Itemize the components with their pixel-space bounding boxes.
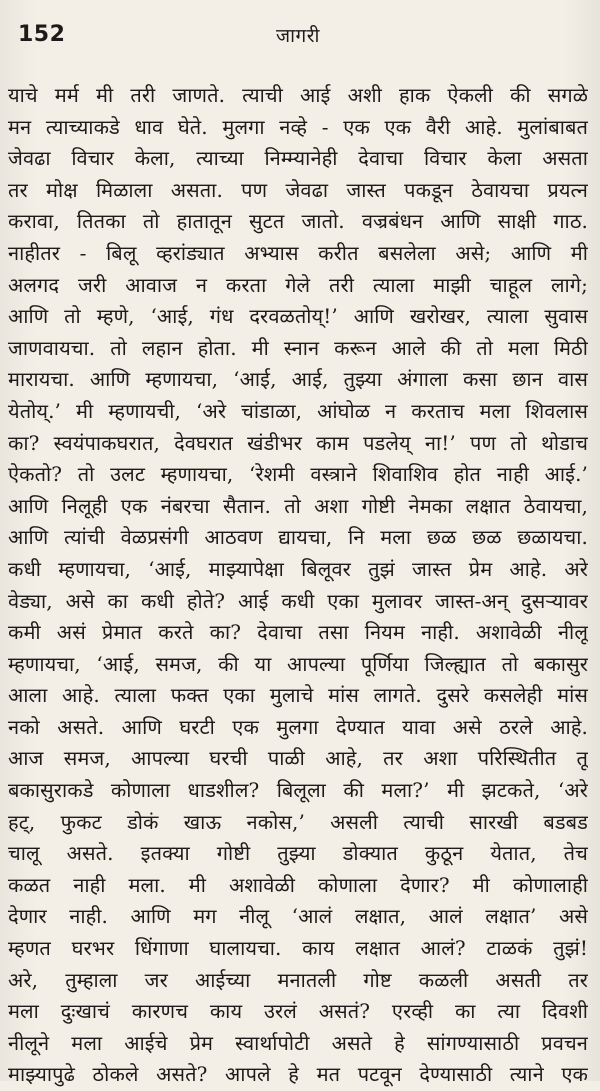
text-line: वेड्या, असे का कधी होते? आई कधी एका मुलावर जास्त-अन् दुसऱ्यावर	[8, 588, 588, 613]
running-head-title: जागरी	[276, 25, 320, 47]
text-line: म्हणत घरभर धिंगाणा घालायचा. काय लक्षात आलं? टाळकं तुझं!	[8, 936, 588, 961]
text-line: मन त्याच्याकडे धाव घेते. मुलगा नव्हे - एक एक वैरी आहे. मुलांबाबत	[8, 114, 588, 139]
text-line: आज समज, आपल्या घरची पाळी आहे, तर अशा परिस्थितीत तू	[8, 746, 588, 771]
text-line: आणि तो म्हणे, ‘आई, गंध दरवळतोय्!’ आणि खरोखर, त्याला सुवास	[8, 304, 588, 329]
text-line: अरे, तुम्हाला जर आईच्या मनातली गोष्ट कळली असती तर	[8, 967, 588, 992]
text-line: आणि निलूही एक नंबरचा सैतान. तो अशा गोष्टी नेमका लक्षात ठेवायचा,	[8, 493, 588, 518]
text-line: मारायचा. आणि म्हणायचा, ‘आई, आई, तुझ्या अंगाला कसा छान वास	[8, 367, 588, 392]
text-line: कमी असं प्रेमात करते का? देवाचा तसा नियम नाही. अशावेळी नीलू	[8, 620, 588, 645]
text-line: कळत नाही मला. मी अशावेळी कोणाला देणार? मी कोणालाही	[8, 872, 588, 897]
text-line: अलगद जरी आवाज न करता गेले तरी त्याला माझी चाहूल लागे;	[8, 272, 588, 297]
text-line: नाहीतर - बिलू व्हरांड्यात अभ्यास करीत बसलेला असे; आणि मी	[8, 240, 588, 265]
text-line: हट्, फुकट डोकं खाऊ नकोस,’ असली त्याची सारखी बडबड	[8, 809, 588, 834]
text-line: जेवढा विचार केला, त्याच्या निम्म्यानेही देवाचा विचार केला असता	[8, 146, 588, 171]
text-line: तर मोक्ष मिळाला असता. पण जेवढा जास्त पकडून ठेवायचा प्रयत्न	[8, 177, 588, 202]
text-line: देणार नाही. आणि मग नीलू ‘आलं लक्षात, आलं लक्षात’ असे	[8, 904, 588, 929]
page-header	[8, 0, 588, 62]
text-line: जाणवायचा. तो लहान होता. मी स्नान करून आले की तो मला मिठी	[8, 335, 588, 360]
text-line: चालू असते. इतक्या गोष्टी तुझ्या डोक्यात कुठून येतात, तेच	[8, 841, 588, 866]
text-line: करावा, तितका तो हातातून सुटत जातो. वज्रबंधन आणि साक्षी गाठ.	[8, 209, 588, 234]
text-line: ऐकतो? तो उलट म्हणायचा, ‘रेशमी वस्त्राने शिवाशिव होत नाही आई.’	[8, 462, 588, 487]
text-line: मला दुःखाचं कारणच काय उरलं असतं? एरव्ही का त्या दिवशी	[8, 999, 588, 1024]
text-line: बकासुराकडे कोणाला धाडशील? बिलूला की मला?’ मी झटकते, ‘अरे	[8, 778, 588, 803]
text-line: नको असते. आणि घरटी एक मुलगा देण्यात यावा असे ठरले आहे.	[8, 714, 588, 739]
text-line: माझ्यापुढे ठोकले असते? आपले हे मत पटवून देण्यासाठी त्याने एक	[8, 1062, 588, 1087]
text-line: नीलूने मला आईचे प्रेम स्वार्थापोटी असते हे सांगण्यासाठी प्रवचन	[8, 1030, 588, 1055]
text-line: आणि त्यांची वेळप्रसंगी आठवण द्यायचा, नि मला छळ छळ छळायचा.	[8, 525, 588, 550]
text-line: कधी म्हणायचा, ‘आई, माझ्यापेक्षा बिलूवर तुझं जास्त प्रेम आहे. अरे	[8, 556, 588, 581]
text-line: आला आहे. त्याला फक्त एका मुलाचे मांस लागते. दुसरे कसलेही मांस	[8, 683, 588, 708]
text-line: याचे मर्म मी तरी जाणते. त्याची आई अशी हाक ऐकली की सगळे	[8, 83, 588, 107]
text-line: का? स्वयंपाकघरात, देवघरात खंडीभर काम पडलेय् ना!’ पण तो थोडाच	[8, 430, 588, 455]
page-number: 152	[18, 22, 66, 47]
body-text	[8, 80, 588, 1091]
text-line: येतोय्.’ मी म्हणायची, ‘अरे चांडाळा, आंघोळ न करताच मला शिवलास	[8, 398, 588, 423]
text-line: म्हणायचा, ‘आई, समज, की या आपल्या पूर्णिया जिल्ह्यात तो बकासुर	[8, 651, 588, 676]
